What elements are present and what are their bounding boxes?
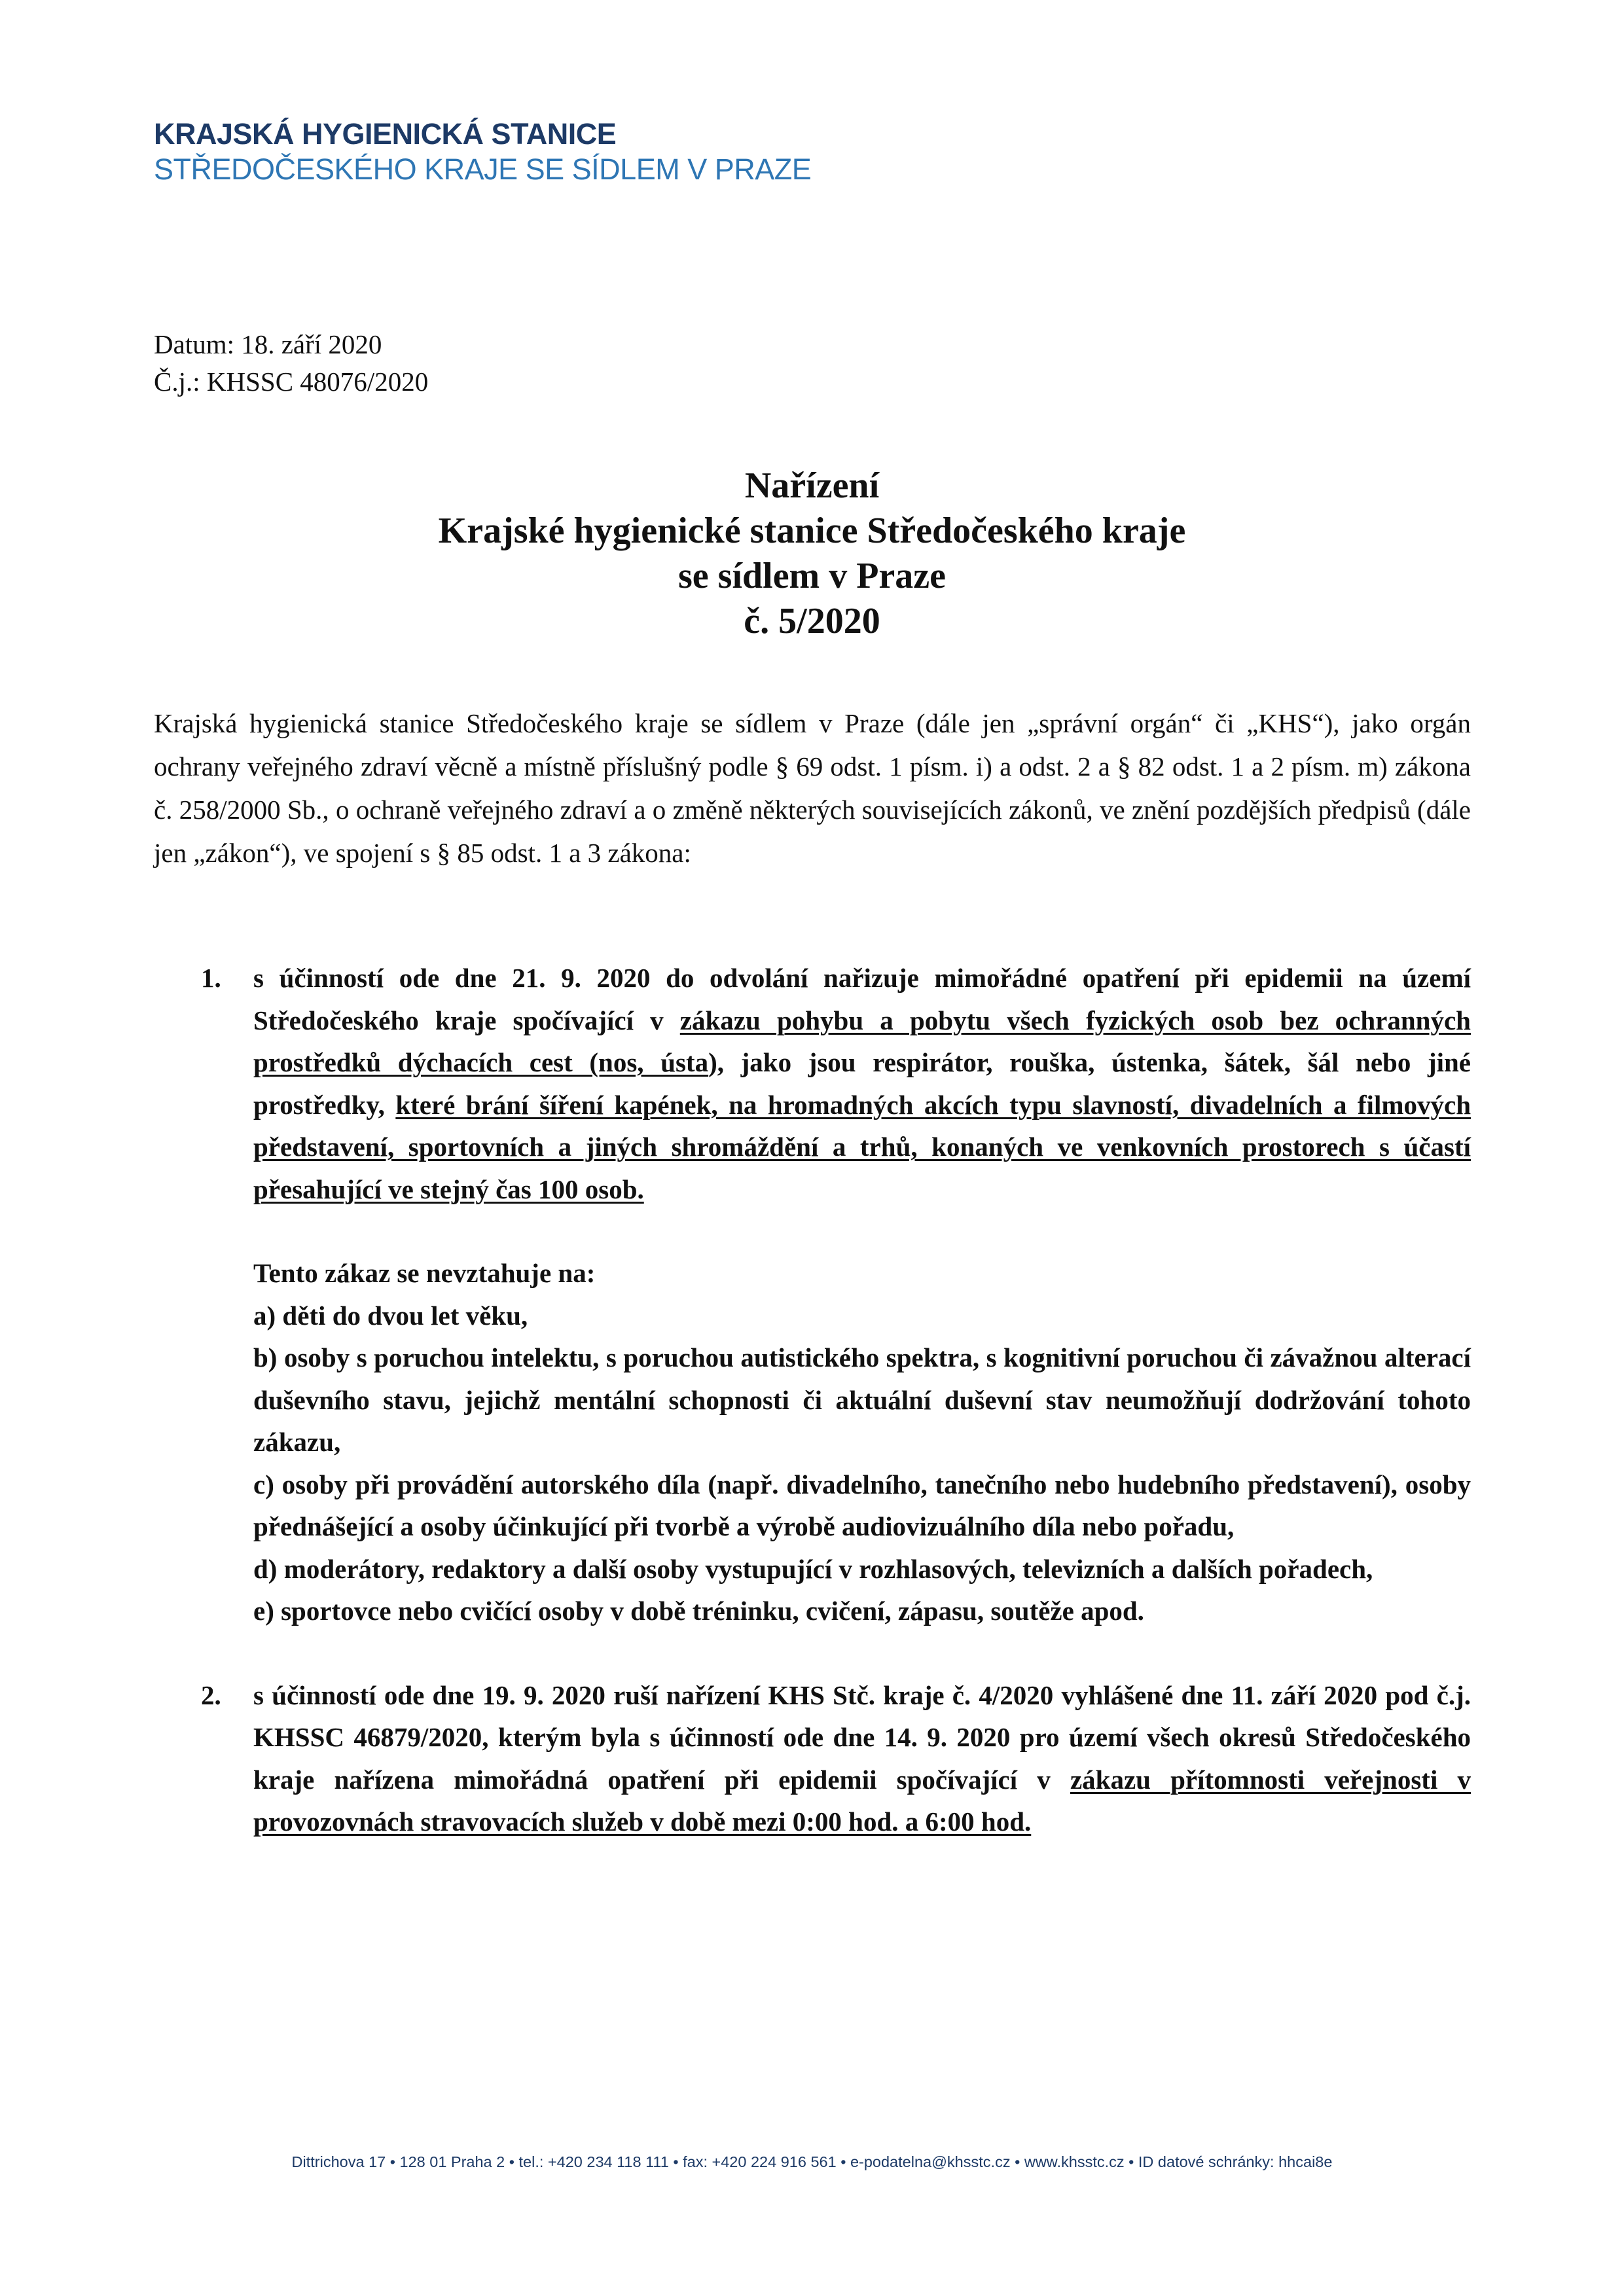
intro-paragraph: Krajská hygienická stanice Středočeského kraje se sídlem v Praze (dále jen „správní orgán“ či „KHS“), jako orgán ochrany veřejného zdraví věcně a místně příslušný podle § 69 odst. 1 písm. i) a odst. 2 a § 82 odst. 1 a 2 písm. m) zákona č. 258/2000 Sb., o ochraně veřejného zdraví a o změně některých souvisejících zákonů, ve znění pozdějších předpisů (dále jen „zákon“), ve spojení s § 85 odst. 1 a 3 zákona: — [154, 708, 1471, 868]
document-title — [0, 463, 1624, 644]
title-line-3: se sídlem v Praze — [678, 556, 946, 596]
item-2-underlined-part: zákazu přítomnosti veřejnosti v provozovnách stravovacích služeb v době mezi 0:00 hod. a 6:00 hod. — [253, 1764, 1471, 1837]
footer-contact: Dittrichova 17 • 128 01 Praha 2 • tel.: +420 234 118 111 • fax: +420 224 916 561 • e-podatelna@khsstc.cz • www.khsstc.cz • ID datové schránky: hhcai8e — [291, 2153, 1333, 2170]
item-1-text — [253, 957, 1471, 1210]
item-1-text-part: s účinností ode dne 21. 9. 2020 do odvolání nařizuje mimořádné opatření při epidemii na území Středočeského kraje spočívající v — [253, 963, 1471, 1035]
item-1-underlined-part: které brání šíření kapének, na hromadných akcích typu slavností, divadelních a filmových představení, sportovních a jiných shromáždění a trhů, konaných ve venkovních prostorech s účastí přesahující ve stejný čas 100 osob. — [253, 1089, 1471, 1204]
institution-logo-text — [154, 117, 811, 187]
document-meta — [154, 326, 428, 401]
title-line-1: Nařízení — [744, 465, 880, 506]
ordinance-items — [154, 957, 1471, 1843]
exception-item: b) osoby s poruchou intelektu, s poruchou autistického spektra, s kognitivní poruchou či závažnou alterací duševního stavu, jejichž mentální schopnosti či aktuální duševní stav neumožňují dodržování tohoto zákazu, — [253, 1342, 1471, 1457]
item-1-underlined-part: zákazu pohybu a pobytu všech fyzických osob bez ochranných prostředků dýchacích cest (nos, ústa — [253, 1005, 1471, 1077]
institution-subname: STŘEDOČESKÉHO KRAJE SE SÍDLEM V PRAZE — [154, 152, 812, 186]
document-date: Datum: 18. září 2020 — [154, 329, 382, 359]
item-number: 2. — [201, 1679, 221, 1710]
ordinance-item-1 — [154, 957, 1471, 1632]
item-2-text-part: s účinností ode dne 19. 9. 2020 ruší nařízení KHS Stč. kraje č. 4/2020 vyhlášené dne 11. září 2020 pod č.j. KHSSC 46879/2020, kterým byla s účinností ode dne 14. 9. 2020 pro území všech okresů Středočeského kraje nařízena mimořádná opatření při epidemii spočívající v — [253, 1679, 1471, 1795]
exception-item: e) sportovce nebo cvičící osoby v době tréninku, cvičení, zápasu, soutěže apod. — [253, 1596, 1144, 1626]
item-1-text-part: ), jako jsou respirátor, rouška, ústenka, šátek, šál nebo jiné prostředky, — [253, 1047, 1471, 1120]
item-number: 1. — [201, 963, 221, 993]
institution-name: KRAJSKÁ HYGIENICKÁ STANICE — [154, 117, 617, 151]
title-line-2: Krajské hygienické stanice Středočeského kraje — [438, 511, 1186, 551]
exception-item: a) děti do dvou let věku, — [253, 1300, 528, 1331]
title-line-4: č. 5/2020 — [744, 601, 880, 641]
document-reference: Č.j.: KHSSC 48076/2020 — [154, 367, 429, 397]
exceptions-heading: Tento zákaz se nevztahuje na: — [253, 1258, 596, 1288]
exception-item: c) osoby při provádění autorského díla (např. divadelního, tanečního nebo hudebního představení), osoby přednášející a osoby účinkující při tvorbě a výrobě audiovizuálního díla nebo pořadu, — [253, 1469, 1471, 1541]
exception-item: d) moderátory, redaktory a další osoby vystupující v rozhlasových, televizních a dalších pořadech, — [253, 1553, 1373, 1584]
item-2-text — [253, 1674, 1471, 1843]
ordinance-item-2 — [154, 1674, 1471, 1843]
